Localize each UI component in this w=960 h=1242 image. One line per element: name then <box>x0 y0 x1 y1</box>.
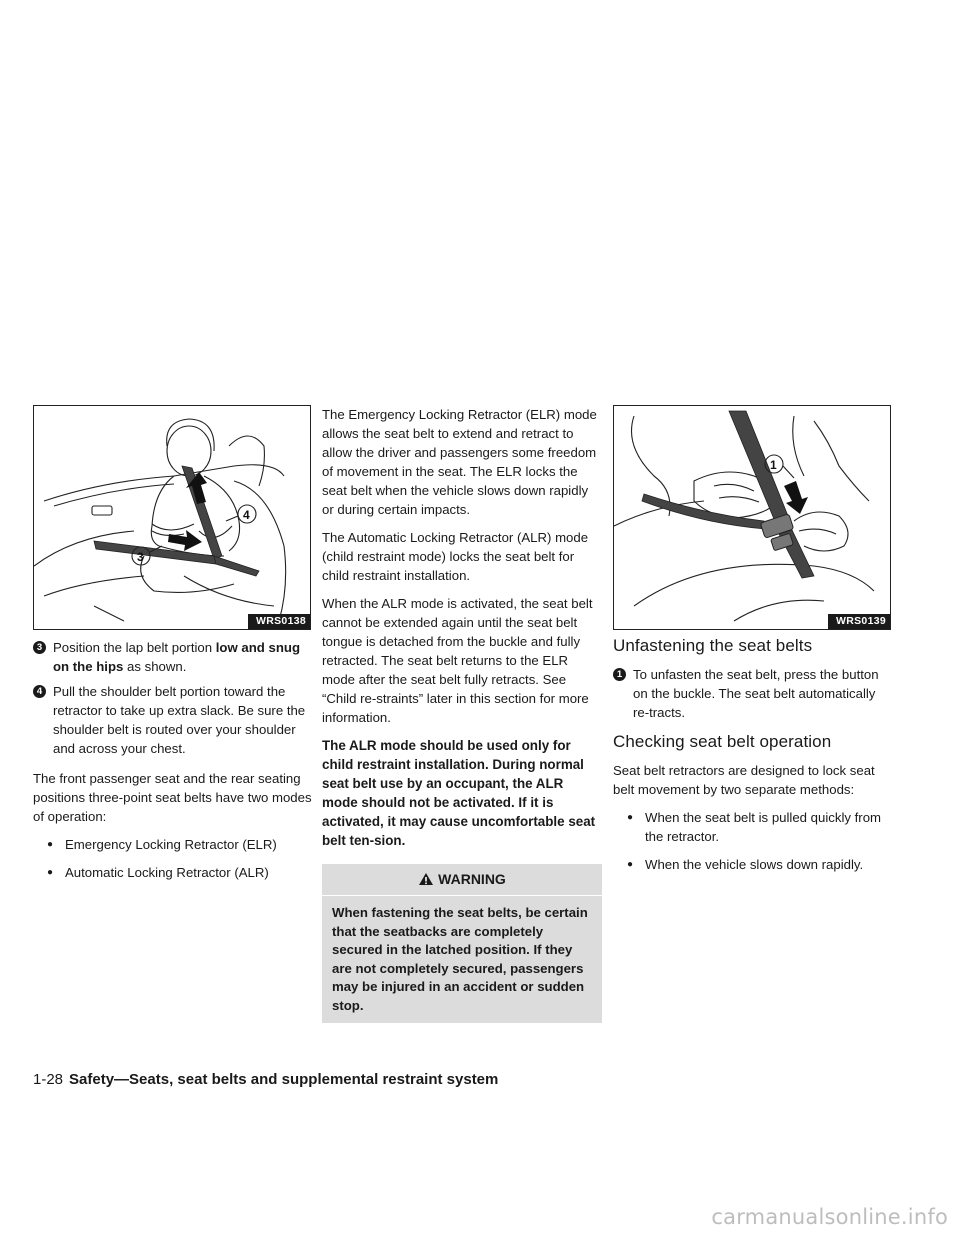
figure-code: WRS0138 <box>248 614 310 629</box>
modes-paragraph: The front passenger seat and the rear seating positions three-point seat belts have two modes of operation: <box>33 771 312 824</box>
warning-icon <box>418 872 434 891</box>
watermark: carmanualsonline.info <box>711 1205 948 1229</box>
step-4-text: Pull the shoulder belt portion toward the retractor to take up extra slack. Be sure the shoulder belt is routed over your shoulder and across your chest. <box>53 684 306 756</box>
retractor-paragraph: Seat belt retractors are designed to lock seat belt movement by two separate methods: <box>613 763 875 797</box>
section-heading-checking: Checking seat belt operation <box>613 732 832 751</box>
page-footer <box>33 1070 498 1090</box>
seat-belt-illustration <box>34 406 310 629</box>
step-3-bold: low and snug on the hips <box>53 640 301 674</box>
warning-box <box>322 864 602 1023</box>
step-number-1: 1 <box>613 668 626 681</box>
step-1-text: To unfasten the seat belt, press the button on the buckle. The seat belt automatically re-tracts. <box>633 667 879 720</box>
step-number-4: 4 <box>33 685 46 698</box>
list-item: ● Emergency Locking Retractor (ELR) <box>47 837 277 852</box>
step-1 <box>613 665 893 722</box>
column-middle <box>322 405 602 1023</box>
methods-list <box>613 808 893 874</box>
modes-list <box>33 835 313 882</box>
column-left <box>33 405 313 891</box>
list-item: ● When the vehicle slows down rapidly. <box>627 857 864 872</box>
elr-paragraph: The Emergency Locking Retractor (ELR) mode allows the seat belt to extend and retract to allow the driver and passengers some freedom of movement in the seat. The ELR locks the seat belt when the vehicle slows down rapidly or during certain impacts. <box>322 407 597 517</box>
callout-4: 4 <box>243 508 250 522</box>
section-heading-unfastening: Unfastening the seat belts <box>613 636 813 655</box>
list-item: ● When the seat belt is pulled quickly from the retractor. <box>627 810 882 844</box>
column-right <box>613 405 893 883</box>
warning-text: When fastening the seat belts, be certain that the seatbacks are completely secured in the latched position. If they are not completely secured, passengers may be injured in an accident or sudden stop. <box>332 905 588 1013</box>
callout-1: 1 <box>770 458 777 472</box>
alr-paragraph: The Automatic Locking Retractor (ALR) mode (child restraint mode) locks the seat belt for child restraint installation. <box>322 530 589 583</box>
figure-unfasten <box>613 405 891 630</box>
section-title: Safety—Seats, seat belts and supplemental restraint system <box>69 1071 499 1088</box>
step-number-3: 3 <box>33 641 46 654</box>
buckle-illustration <box>614 406 890 629</box>
warning-title: WARNING <box>438 871 506 887</box>
page-number: 1-28 <box>33 1071 64 1088</box>
warning-header <box>322 864 602 896</box>
alr-activated-paragraph: When the ALR mode is activated, the seat belt cannot be extended again until the seat belt tongue is detached from the buckle and fully retracted. The seat belt returns to the ELR mode after the seat belt fully retracts. See “Child re-straints” later in this section for more information. <box>322 596 593 725</box>
figure-code: WRS0139 <box>828 614 890 629</box>
step-3-after: as shown. <box>123 659 187 674</box>
figure-lap-belt <box>33 405 311 630</box>
callout-3: 3 <box>137 550 144 564</box>
list-item: ● Automatic Locking Retractor (ALR) <box>47 865 269 880</box>
step-4 <box>33 682 313 758</box>
step-3 <box>33 638 313 676</box>
alr-note-paragraph: The ALR mode should be used only for child restraint installation. During normal seat belt use by an occupant, the ALR mode should not be activated. If it is activated, it may cause uncomfortable seat belt ten-sion. <box>322 738 596 848</box>
step-3-text: Position the lap belt portion <box>53 640 216 655</box>
